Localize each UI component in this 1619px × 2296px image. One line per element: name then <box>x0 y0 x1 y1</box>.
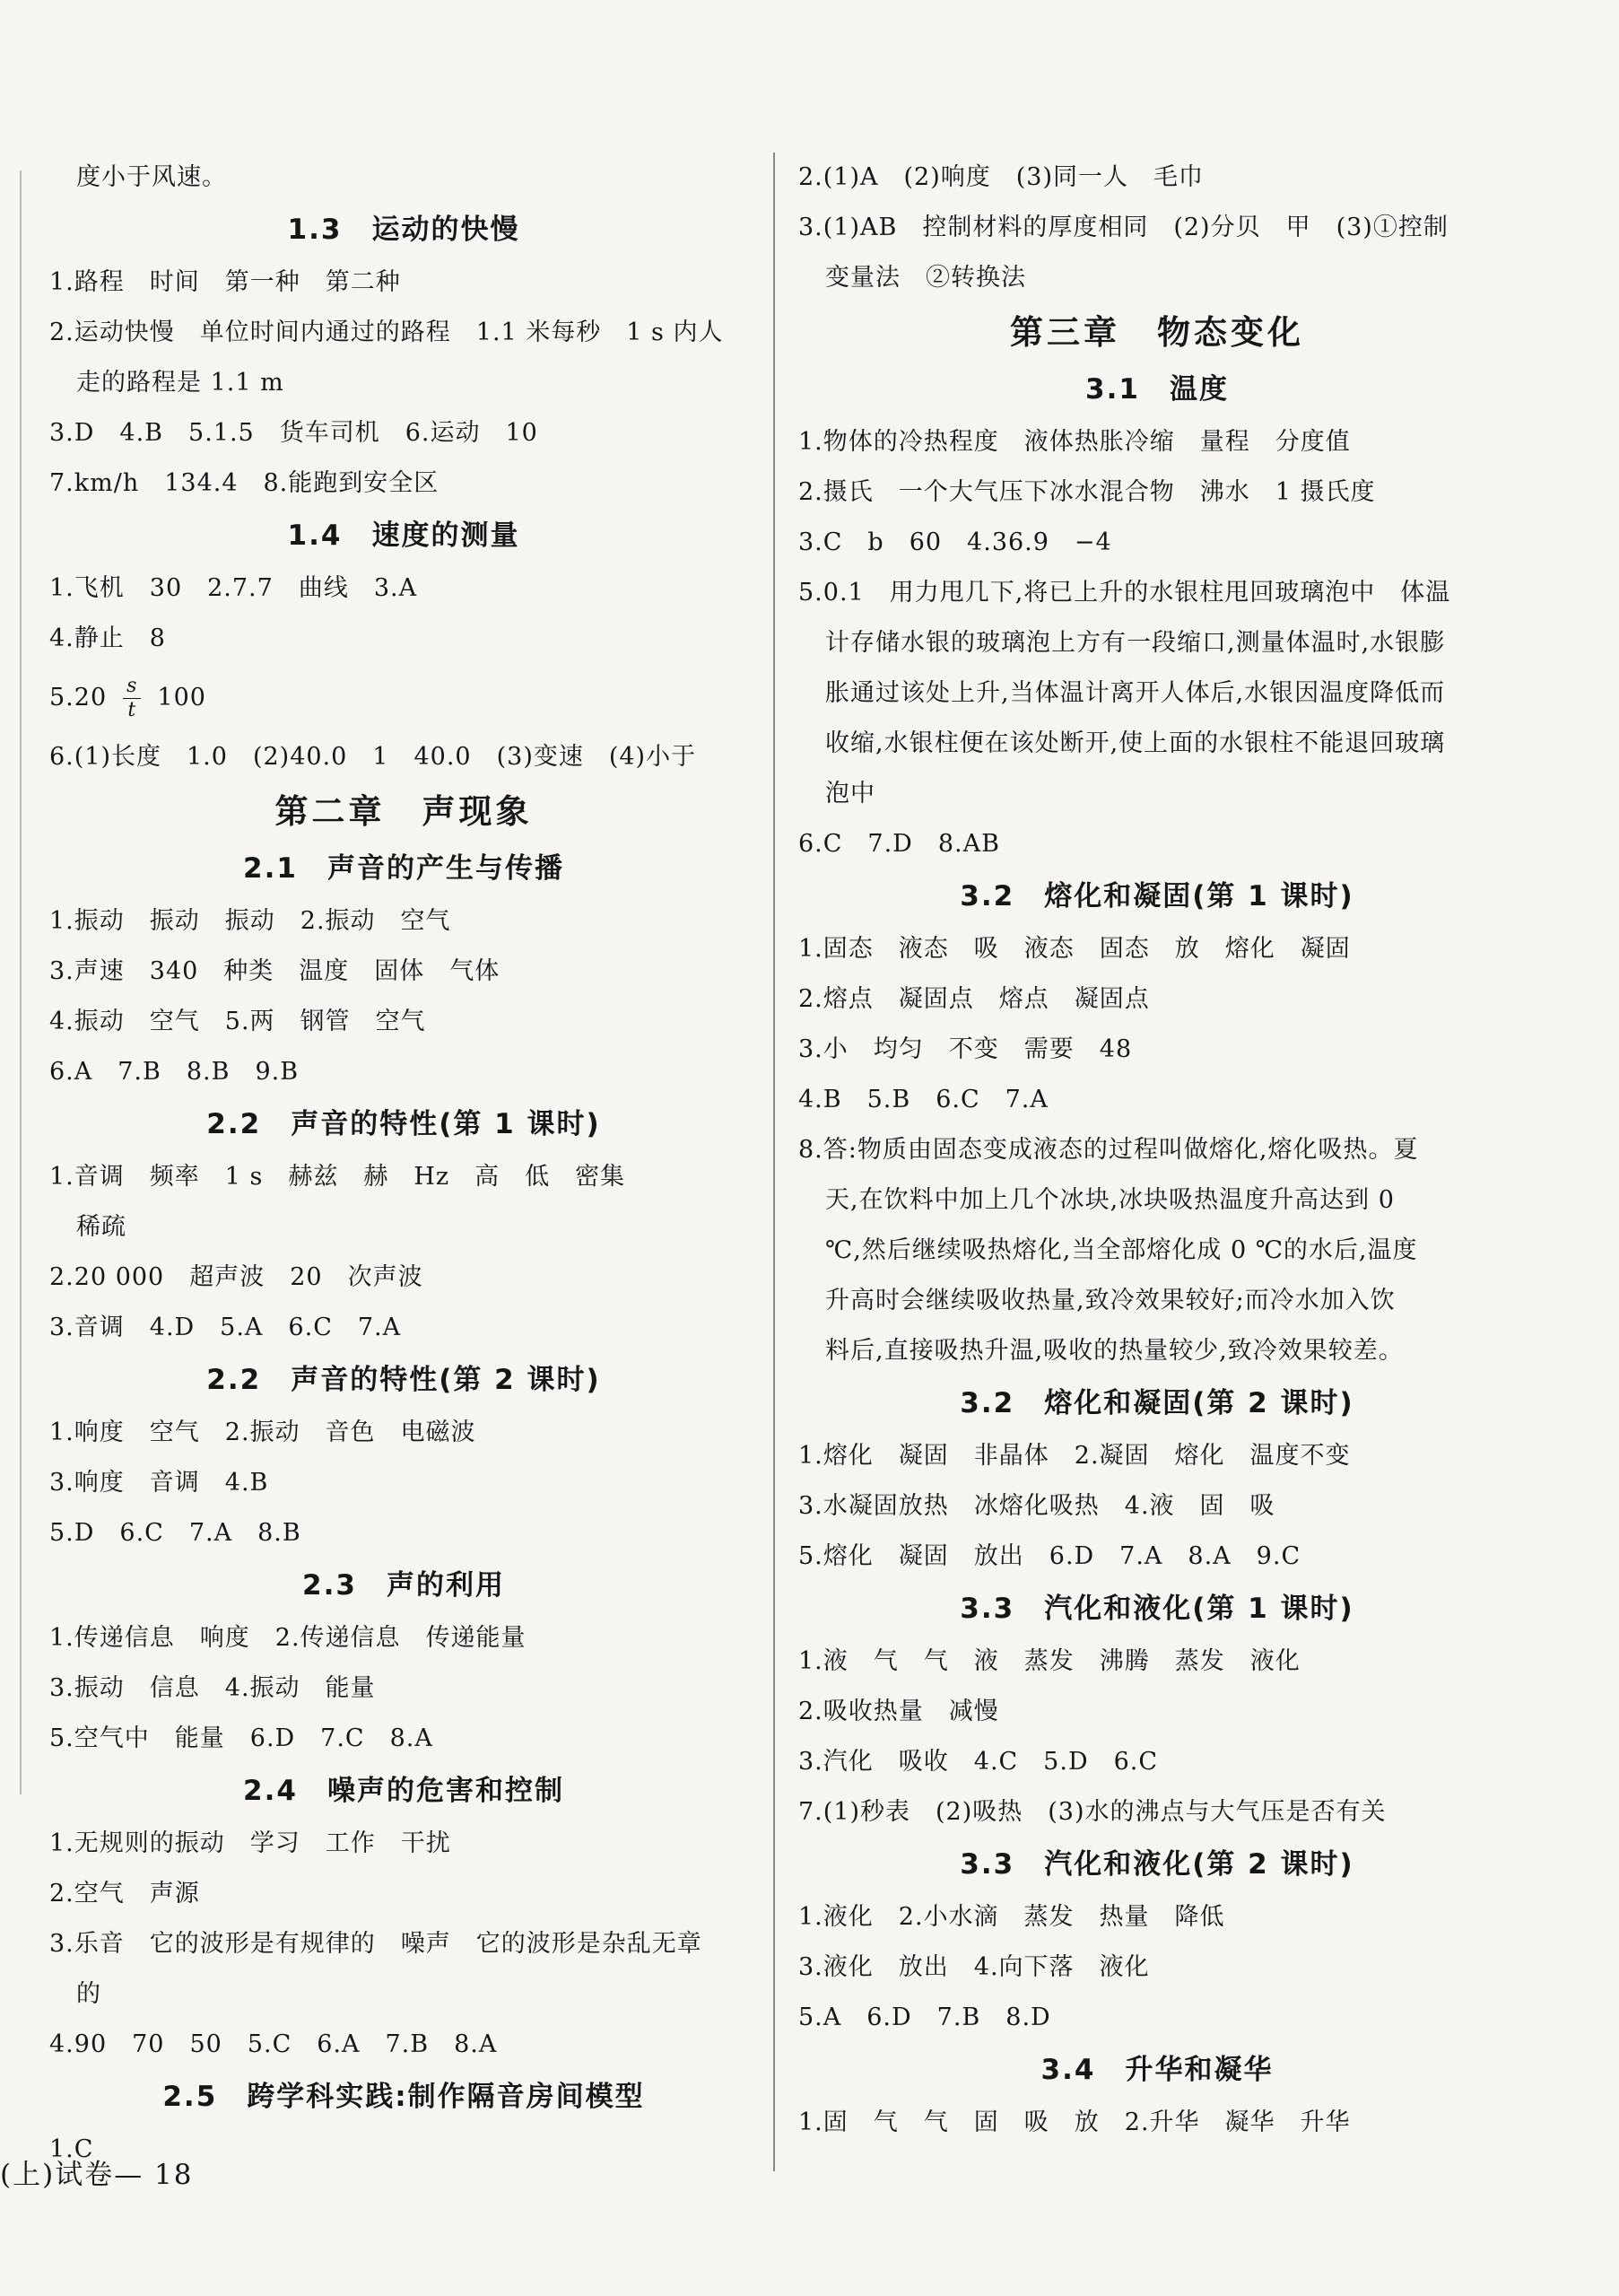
answer-line: 稀疏 <box>76 1213 126 1241</box>
answer-line: 料后,直接吸热升温,吸收的热量较少,致冷效果较差。 <box>825 1337 1404 1365</box>
section-heading: 3.3 汽化和液化(第 1 课时) <box>960 1593 1354 1625</box>
answer-line: 5.D 6.C 7.A 8.B <box>49 1519 301 1547</box>
answer-line: 升高时会继续吸收热量,致冷效果较好;而冷水加入饮 <box>825 1287 1396 1314</box>
section-heading: 2.4 噪声的危害和控制 <box>243 1775 564 1807</box>
answer-line: 走的路程是 1.1 m <box>76 369 284 397</box>
answer-line: 3.小 均匀 不变 需要 48 <box>798 1035 1133 1063</box>
answer-line: 2.熔点 凝固点 熔点 凝固点 <box>798 985 1150 1013</box>
answer-line: 7.km/h 134.4 8.能跑到安全区 <box>49 469 440 497</box>
answer-line: 5.空气中 能量 6.D 7.C 8.A <box>49 1724 433 1752</box>
answer-line: 1.固态 液态 吸 液态 固态 放 熔化 凝固 <box>798 935 1351 963</box>
right-column <box>798 153 1516 2148</box>
answer-line: 天,在饮料中加上几个冰块,冰块吸热温度升高达到 0 <box>825 1186 1395 1214</box>
answer-line: 4.B 5.B 6.C 7.A <box>798 1086 1049 1113</box>
answer-line: 6.A 7.B 8.B 9.B <box>49 1058 300 1086</box>
answer-line: 的 <box>76 1980 101 2008</box>
answer-line: 计存储水银的玻璃泡上方有一段缩口,测量体温时,水银膨 <box>825 629 1446 657</box>
section-heading: 3.2 熔化和凝固(第 2 课时) <box>960 1387 1354 1419</box>
answer-line: 2.运动快慢 单位时间内通过的路程 1.1 米每秒 1 s 内人 <box>49 319 724 346</box>
section-heading: 2.5 跨学科实践:制作隔音房间模型 <box>162 2081 645 2113</box>
answer-line: 2.20 000 超声波 20 次声波 <box>49 1263 423 1291</box>
answer-line: 泡中 <box>825 780 875 808</box>
answer-line: 1.固 气 气 固 吸 放 2.升华 凝华 升华 <box>798 2108 1351 2136</box>
answer-line: 3.D 4.B 5.1.5 货车司机 6.运动 10 <box>49 419 538 447</box>
answer-line: 2.摄氏 一个大气压下冰水混合物 沸水 1 摄氏度 <box>798 478 1376 506</box>
section-heading: 2.2 声音的特性(第 2 课时) <box>206 1364 601 1396</box>
answer-line: 3.汽化 吸收 4.C 5.D 6.C <box>798 1748 1159 1776</box>
answer-line: 4.静止 8 <box>49 624 166 652</box>
answer-line: 6.(1)长度 1.0 (2)40.0 1 40.0 (3)变速 (4)小于 <box>49 743 697 771</box>
section-heading: 3.4 升华和凝华 <box>1040 2054 1274 2086</box>
answer-line: 3.响度 音调 4.B <box>49 1469 269 1497</box>
answer-line: 8.答:物质由固态变成液态的过程叫做熔化,熔化吸热。夏 <box>798 1136 1419 1164</box>
answer-line: 3.C b 60 4.36.9 −4 <box>798 528 1112 556</box>
answer-line: 1.熔化 凝固 非晶体 2.凝固 熔化 温度不变 <box>798 1442 1351 1470</box>
answer-line: 3.液化 放出 4.向下落 液化 <box>798 1953 1150 1981</box>
left-column <box>49 153 758 2175</box>
answer-line: 1.液 气 气 液 蒸发 沸腾 蒸发 液化 <box>798 1647 1301 1675</box>
answer-line: 3.(1)AB 控制材料的厚度相同 (2)分贝 甲 (3)①控制 <box>798 214 1449 241</box>
answer-line: 5.0.1 用力甩几下,将已上升的水银柱甩回玻璃泡中 体温 <box>798 579 1451 607</box>
answer-line: 5.A 6.D 7.B 8.D <box>798 2004 1051 2031</box>
answer-line: 1.C <box>49 2135 94 2163</box>
section-heading: 1.4 速度的测量 <box>287 519 520 552</box>
answer-line: 1.无规则的振动 学习 工作 干扰 <box>49 1829 451 1857</box>
column-divider <box>773 153 775 2171</box>
answer-line: 1.响度 空气 2.振动 音色 电磁波 <box>49 1419 476 1446</box>
section-heading: 3.1 温度 <box>1085 373 1229 406</box>
page-footer: (上)试卷— 18 <box>0 2159 194 2191</box>
section-heading: 3.3 汽化和液化(第 2 课时) <box>960 1848 1354 1881</box>
answer-line: 4.90 70 50 5.C 6.A 7.B 8.A <box>49 2030 498 2058</box>
answer-line: 2.空气 声源 <box>49 1880 200 1908</box>
answer-line: 3.振动 信息 4.振动 能量 <box>49 1674 376 1702</box>
answer-line: 收缩,水银柱便在该处断开,使上面的水银柱不能退回玻璃 <box>825 729 1446 757</box>
answer-line: 1.物体的冷热程度 液体热胀冷缩 量程 分度值 <box>798 428 1351 456</box>
answer-line: 1.路程 时间 第一种 第二种 <box>49 268 401 296</box>
answer-line: 2.吸收热量 减慢 <box>798 1698 999 1725</box>
answer-line: 2.(1)A (2)响度 (3)同一人 毛巾 <box>798 163 1204 191</box>
answer-line: 度小于风速。 <box>76 163 227 191</box>
answer-line: 3.声速 340 种类 温度 固体 气体 <box>49 957 500 985</box>
section-heading: 2.1 声音的产生与传播 <box>243 852 564 885</box>
answer-line: 1.传递信息 响度 2.传递信息 传递能量 <box>49 1624 527 1652</box>
chapter-heading: 第二章 声现象 <box>274 792 533 831</box>
answer-line: 4.振动 空气 5.两 钢管 空气 <box>49 1008 426 1035</box>
answer-line: 6.C 7.D 8.AB <box>798 830 1000 858</box>
answer-line: 1.振动 振动 振动 2.振动 空气 <box>49 907 451 935</box>
answer-line: 1.液化 2.小水滴 蒸发 热量 降低 <box>798 1903 1225 1931</box>
answer-line: 3.乐音 它的波形是有规律的 噪声 它的波形是杂乱无章 <box>49 1930 702 1958</box>
section-heading: 2.3 声的利用 <box>302 1569 505 1602</box>
answer-line: 3.音调 4.D 5.A 6.C 7.A <box>49 1314 402 1341</box>
answer-line: 7.(1)秒表 (2)吸热 (3)水的沸点与大气压是否有关 <box>798 1798 1387 1826</box>
section-heading: 2.2 声音的特性(第 1 课时) <box>206 1108 601 1140</box>
answer-line: 5.熔化 凝固 放出 6.D 7.A 8.A 9.C <box>798 1542 1301 1570</box>
chapter-heading: 第三章 物态变化 <box>1010 313 1304 352</box>
answer-line: 变量法 ②转换法 <box>825 264 1026 292</box>
answer-line: 1.音调 频率 1 s 赫兹 赫 Hz 高 低 密集 <box>49 1163 626 1191</box>
section-heading: 1.3 运动的快慢 <box>287 214 520 246</box>
section-heading: 3.2 熔化和凝固(第 1 课时) <box>960 880 1354 912</box>
answer-line: ℃,然后继续吸热熔化,当全部熔化成 0 ℃的水后,温度 <box>825 1236 1418 1264</box>
answer-line: 5.20 $\frac{s}{t}$ 100 <box>49 675 206 721</box>
answer-line: 胀通过该处上升,当体温计离开人体后,水银因温度降低而 <box>825 679 1446 707</box>
answer-line: 3.水凝固放热 冰熔化吸热 4.液 固 吸 <box>798 1492 1275 1520</box>
fraction: $\frac{s}{t}$ <box>123 675 141 722</box>
left-margin-line <box>20 170 22 1794</box>
answer-line: 1.飞机 30 2.7.7 曲线 3.A <box>49 574 418 602</box>
